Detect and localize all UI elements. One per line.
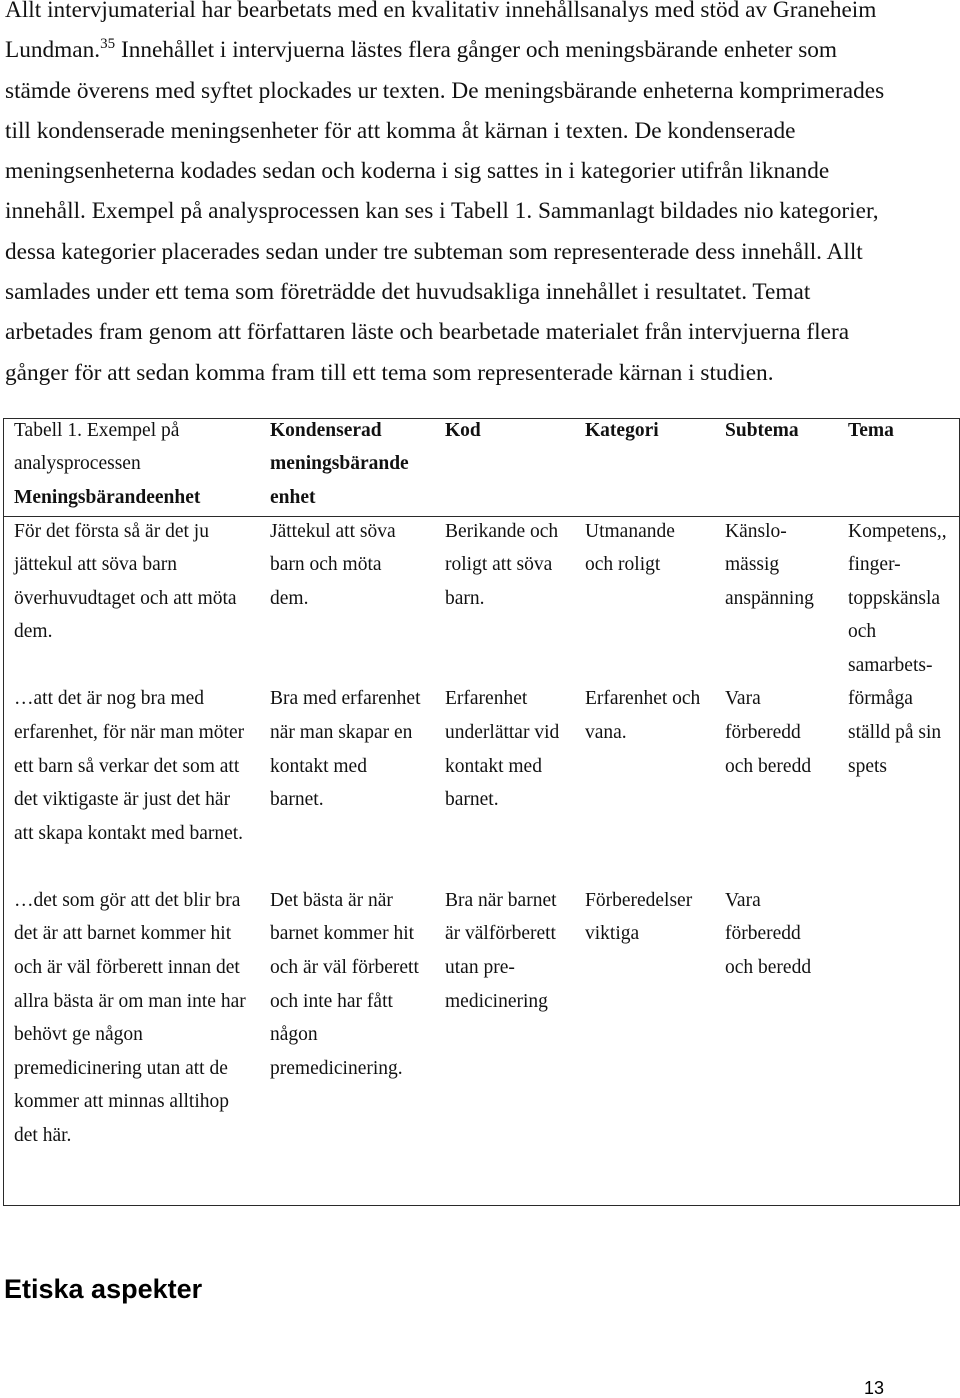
cell-kategori [585, 520, 720, 590]
cell-line: barnet kommer hit [270, 923, 415, 945]
cell-line: mässig [725, 554, 780, 576]
column-header-label: Meningsbärandeenhet [14, 487, 201, 509]
column-header-label: Subtema [725, 419, 799, 441]
cell-line: Berikande och [445, 520, 559, 542]
cell-line: underlättar vid [445, 722, 560, 744]
cell-line: erfarenhet, för när man möter [14, 722, 245, 744]
cell-line: finger- [848, 554, 901, 576]
cell-line: förberedd [725, 923, 801, 945]
footnote-reference: 35 [100, 36, 116, 53]
cell-kondenserad-enhet [270, 889, 440, 1093]
cell-line: överhuvudtaget och att möta [14, 587, 237, 609]
cell-line: det viktigaste är just det här [14, 789, 231, 811]
cell-line: Känslo- [725, 520, 787, 542]
cell-kategori [585, 690, 720, 757]
cell-line: utan pre- [445, 957, 515, 979]
paragraph-line: innehåll. Exempel på analysprocessen kan ses i Tabell 1. Sammanlagt bildades nio kategorier, [5, 198, 879, 225]
cell-line: allra bästa är om man inte har [14, 990, 246, 1012]
column-header-kod [445, 419, 580, 456]
body-paragraph [5, 0, 945, 403]
cell-meningsbarande-enhet [14, 889, 264, 1161]
cell-line: …att det är nog bra med [14, 688, 205, 710]
cell-line: kontakt med [270, 755, 367, 777]
column-header-meningsbarande-enhet [14, 419, 264, 523]
cell-line: För det första så är det ju [14, 520, 209, 542]
cell-line: barnet. [445, 789, 499, 811]
cell-meningsbarande-enhet [14, 690, 264, 858]
paragraph-line: stämde överens med syftet plockades ur texten. De meningsbärande enheterna komprimerades [5, 77, 885, 104]
column-header-kondenserad-enhet [270, 419, 440, 523]
cell-line: ställd på sin [848, 722, 942, 743]
cell-line: Erfarenhet [445, 688, 528, 710]
cell-line: och är väl förberett innan det [14, 957, 240, 979]
cell-line: toppskänsla [848, 587, 941, 609]
column-header-subtema [725, 419, 843, 456]
cell-line: medicinering [445, 990, 548, 1012]
page-number: 13 [864, 1378, 885, 1398]
column-header-label: Kategori [585, 419, 659, 441]
cell-subtema [725, 520, 843, 624]
cell-subtema [725, 889, 843, 993]
cell-line: vana. [585, 722, 627, 744]
cell-line: att skapa kontakt med barnet. [14, 822, 244, 844]
table-caption: Tabell 1. Exempel på [14, 419, 180, 441]
cell-line: och beredd [725, 755, 812, 777]
cell-line: dem. [270, 587, 309, 609]
cell-line: barn och möta [270, 554, 382, 576]
paragraph-line: samlades under ett tema som företrädde det huvudsakliga innehållet i resultatet. Temat [5, 279, 811, 306]
column-header-kategori [585, 419, 720, 456]
column-header-label: enhet [270, 487, 316, 509]
cell-line: det är att barnet kommer hit [14, 923, 232, 945]
table-caption: analysprocessen [14, 453, 141, 475]
cell-line: samarbets- [848, 654, 933, 676]
cell-line: barn. [445, 587, 485, 609]
cell-line: och inte har fått [270, 990, 393, 1012]
cell-line: Erfarenhet och [585, 688, 701, 710]
cell-line: viktiga [585, 923, 640, 945]
cell-line: när man skapar en [270, 722, 413, 744]
cell-line: Bra med erfarenhet [270, 688, 421, 710]
cell-line: och beredd [725, 957, 812, 979]
cell-line: Förberedelser [585, 889, 693, 911]
cell-line: kontakt med [445, 755, 542, 777]
column-header-label: Kondenserad [270, 419, 382, 441]
section-heading: Etiska aspekter [4, 1273, 203, 1304]
cell-line: Utmanande [585, 520, 675, 542]
column-header-label: meningsbärande [270, 453, 409, 475]
cell-kod [445, 690, 580, 824]
cell-line: anspänning [725, 587, 814, 609]
paragraph-line: Allt intervjumaterial har bearbetats med en kvalitativ innehållsanalys med stöd av Graneheim [5, 0, 877, 23]
cell-meningsbarande-enhet [14, 520, 264, 657]
paragraph-line-text: Lundman. [5, 37, 101, 64]
cell-subtema [725, 690, 843, 791]
cell-line: och är väl förberett [270, 957, 419, 979]
column-header-tema [848, 419, 956, 456]
column-header-label: Kod [445, 419, 481, 441]
paragraph-line: meningsenheterna kodades sedan och koderna i sig sattes in i kategorier utifrån liknande [5, 158, 830, 185]
paragraph-line [5, 36, 945, 80]
cell-line: och [848, 621, 877, 643]
cell-line: någon [270, 1024, 318, 1046]
paragraph-line: dessa kategorier placerades sedan under tre subteman som representerade dess innehåll. Allt [5, 238, 863, 265]
cell-line: premedicinering. [270, 1057, 403, 1079]
cell-line: Det bästa är när [270, 889, 393, 911]
cell-kod [445, 520, 580, 624]
cell-kondenserad-enhet [270, 690, 440, 824]
cell-kategori [585, 889, 720, 959]
cell-line: Vara [725, 688, 761, 710]
paragraph-line: till kondenserade meningsenheter för att komma åt kärnan i texten. De kondenserade [5, 117, 796, 144]
cell-line: …det som gör att det blir bra [14, 889, 241, 911]
cell-tema [848, 520, 956, 792]
column-header-label: Tema [848, 419, 894, 441]
cell-line: är välförberett [445, 923, 556, 945]
analysis-table [3, 418, 960, 1206]
cell-line: barnet. [270, 789, 324, 811]
cell-line: Jättekul att söva [270, 520, 396, 542]
cell-line: premedicinering utan att de [14, 1057, 228, 1079]
cell-line: förmåga [848, 688, 913, 710]
cell-line: jättekul att söva barn [14, 554, 177, 576]
cell-kod [445, 889, 580, 1026]
cell-line: roligt att söva [445, 554, 553, 576]
cell-line: Vara [725, 889, 761, 911]
cell-line: Bra när barnet [445, 889, 557, 911]
cell-line: kommer att minnas alltihop [14, 1091, 230, 1113]
cell-line: behövt ge någon [14, 1024, 143, 1046]
paragraph-line-text: Innehållet i intervjuerna lästes flera gånger och meningsbärande enheter som [115, 37, 838, 64]
cell-line: och roligt [585, 554, 661, 576]
cell-line: det här. [14, 1124, 72, 1146]
cell-line: förberedd [725, 722, 801, 744]
cell-line: Kompetens,, [848, 520, 947, 542]
cell-line: ett barn så verkar det som att [14, 755, 240, 777]
paragraph-line: gånger för att sedan komma fram till ett tema som representerade kärnan i studien. [5, 359, 774, 386]
cell-line: dem. [14, 621, 53, 643]
paragraph-line: arbetades fram genom att författaren läste och bearbetade materialet från intervjuerna flera [5, 319, 850, 346]
cell-kondenserad-enhet [270, 520, 440, 624]
cell-line: spets [848, 755, 887, 777]
